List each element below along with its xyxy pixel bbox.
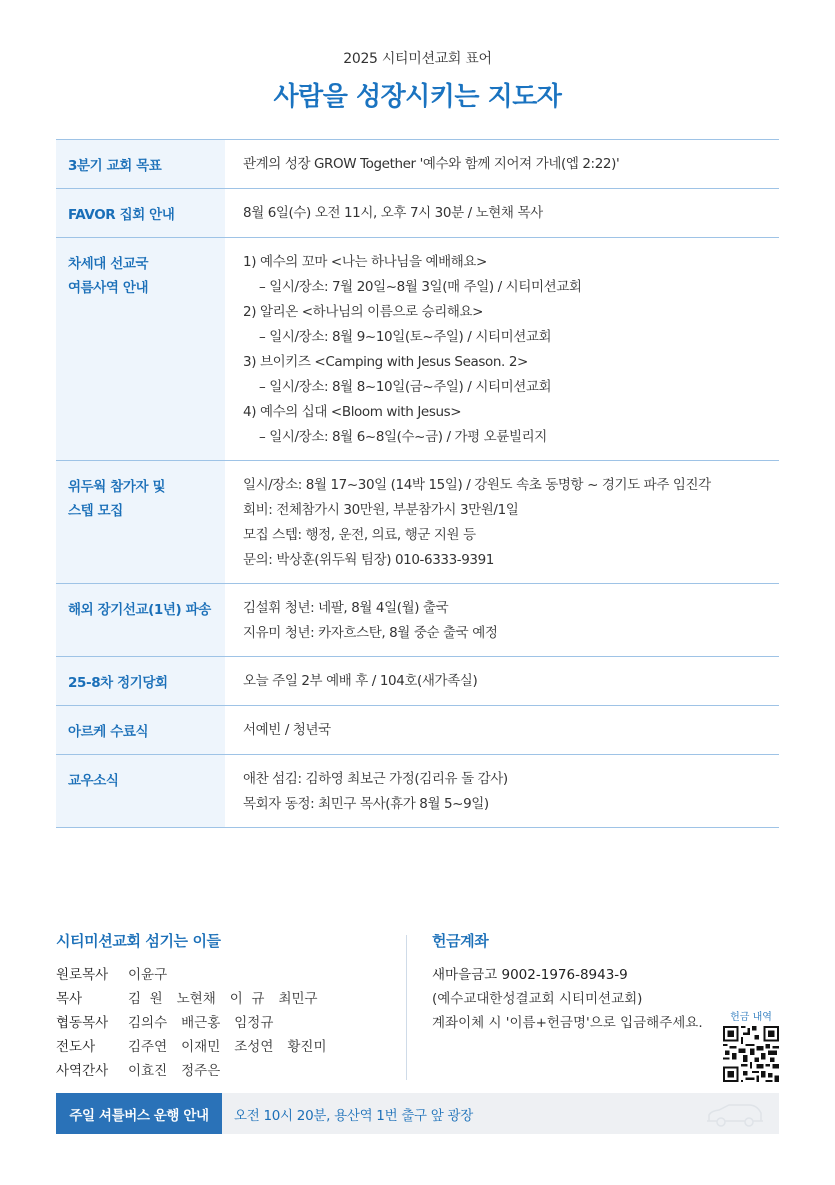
- page-header: [0, 48, 835, 113]
- staff-name: 배근홍: [181, 1015, 221, 1031]
- row-content: [225, 189, 779, 237]
- row-content: [225, 238, 779, 460]
- page-title: 사람을 성장시키는 지도자: [273, 82, 562, 112]
- content-line: – 일시/장소: 8월 8~10일(금~주일) / 시티미션교회: [259, 379, 552, 395]
- content-line: 회비: 전체참가시 30만원, 부분참가시 3만원/1일: [243, 502, 519, 518]
- shuttle-bus-banner: [56, 1093, 779, 1134]
- row-content: [225, 584, 779, 656]
- content-line: 오늘 주일 2부 예배 후 / 104호(새가족실): [243, 673, 478, 689]
- content-line: 8월 6일(수) 오전 11시, 오후 7시 30분 / 노현채 목사: [243, 205, 543, 221]
- staff-name: 임정규: [234, 1015, 274, 1031]
- divider: [406, 935, 407, 1080]
- content-line: 1) 예수의 꼬마 <나는 하나님을 예배해요>: [243, 254, 487, 270]
- row-label-line: 해외 장기선교(1년) 파송: [68, 602, 211, 618]
- page-subtitle: 2025 시티미션교회 표어: [343, 51, 492, 67]
- row-label-line: 교우소식: [68, 773, 119, 789]
- staff-names: [128, 1059, 220, 1083]
- row-label: [56, 238, 225, 460]
- staff-row: [56, 963, 396, 987]
- footer: [56, 930, 779, 1080]
- row-content: [225, 461, 779, 583]
- row-label: [56, 461, 225, 583]
- staff-name: 이효진: [128, 1063, 168, 1079]
- staff-names: [128, 963, 167, 987]
- row-label-line: 아르케 수료식: [68, 724, 149, 740]
- staff-title: 시티미션교회 섬기는 이들: [56, 932, 221, 950]
- offering-title: 헌금계좌: [432, 932, 489, 950]
- staff-name: 이윤구: [128, 967, 168, 983]
- table-row: [56, 584, 779, 657]
- row-label-line: 위두웍 참가자 및: [68, 479, 166, 495]
- staff-row: [56, 1035, 396, 1059]
- staff-role: 목사: [56, 991, 83, 1007]
- staff-name: 김의수: [128, 1015, 168, 1031]
- content-line: 애찬 섬김: 김하영 최보근 가정(김리유 돌 감사): [243, 771, 508, 787]
- row-content: [225, 755, 779, 827]
- qr-code-icon[interactable]: [723, 1026, 779, 1082]
- content-line: 서예빈 / 청년국: [243, 722, 331, 738]
- table-row: [56, 189, 779, 238]
- content-line: 3) 브이키즈 <Camping with Jesus Season. 2>: [243, 354, 528, 370]
- table-row: [56, 238, 779, 461]
- content-line: 목회자 동정: 최민구 목사(휴가 8월 5~9일): [243, 796, 489, 812]
- staff-role: 사역간사: [56, 1063, 109, 1079]
- content-line: – 일시/장소: 7월 20일~8월 3일(매 주일) / 시티미션교회: [259, 279, 582, 295]
- row-label: [56, 657, 225, 705]
- announcement-table: [56, 139, 779, 828]
- staff-row: [56, 987, 396, 1011]
- content-line: 2) 알리온 <하나님의 이름으로 승리해요>: [243, 304, 484, 320]
- row-label: [56, 189, 225, 237]
- staff-section: [56, 930, 396, 1083]
- offering-details: [432, 963, 779, 1035]
- content-line: 김설휘 청년: 네팔, 8월 4일(월) 출국: [243, 600, 449, 616]
- content-line: 문의: 박상훈(위두웍 팀장) 010-6333-9391: [243, 552, 494, 568]
- row-content: [225, 657, 779, 705]
- staff-name: 최민구: [278, 991, 318, 1007]
- row-label-line: 25-8차 정기당회: [68, 675, 168, 691]
- table-row: [56, 657, 779, 706]
- staff-name: 조성연: [234, 1039, 274, 1055]
- staff-name: 황진미: [287, 1039, 327, 1055]
- row-label-line: FAVOR 집회 안내: [68, 207, 175, 223]
- table-row: [56, 755, 779, 828]
- row-label: [56, 706, 225, 754]
- row-label-line: 3분기 교회 목표: [68, 158, 162, 174]
- staff-list: [56, 963, 396, 1083]
- account-number: 새마을금고 9002-1976-8943-9: [432, 967, 628, 983]
- content-line: 지유미 청년: 카자흐스탄, 8월 중순 출국 예정: [243, 625, 498, 641]
- staff-names: [128, 987, 318, 1011]
- staff-name: 김주연: [128, 1039, 168, 1055]
- content-line: 관계의 성장 GROW Together '예수와 함께 지어져 가네(엡 2:22)': [243, 156, 620, 172]
- staff-name: 이재민: [181, 1039, 221, 1055]
- staff-row: [56, 1059, 396, 1083]
- row-label: [56, 584, 225, 656]
- staff-role: 전도사: [56, 1039, 96, 1055]
- car-icon: [705, 1103, 765, 1127]
- staff-name: 정주은: [181, 1063, 221, 1079]
- staff-names: [128, 1035, 327, 1059]
- shuttle-bus-label: 주일 셔틀버스 운행 안내: [56, 1093, 222, 1134]
- offering-section: [432, 930, 779, 1035]
- staff-name: 이 규: [229, 991, 265, 1007]
- row-label: [56, 140, 225, 188]
- table-row: [56, 461, 779, 584]
- row-content: [225, 140, 779, 188]
- content-line: – 일시/장소: 8월 9~10일(토~주일) / 시티미션교회: [259, 329, 552, 345]
- row-label-line: 여름사역 안내: [68, 280, 149, 296]
- content-line: 모집 스텝: 행정, 운전, 의료, 행군 지원 등: [243, 527, 476, 543]
- staff-row: [56, 1011, 396, 1035]
- staff-name: 김 원: [128, 991, 163, 1007]
- row-content: [225, 706, 779, 754]
- table-row: [56, 706, 779, 755]
- staff-role: 협동목사: [56, 1015, 109, 1031]
- staff-names: [128, 1011, 273, 1035]
- staff-role: 원로목사: [56, 967, 109, 983]
- staff-name: 노현채: [176, 991, 216, 1007]
- row-label-line: 차세대 선교국: [68, 256, 149, 272]
- shuttle-bus-info: 오전 10시 20분, 용산역 1번 출구 앞 광장: [234, 1107, 474, 1124]
- row-label-line: 스텝 모집: [68, 503, 123, 519]
- row-label: [56, 755, 225, 827]
- content-line: – 일시/장소: 8월 6~8일(수~금) / 가평 오륜빌리지: [259, 429, 547, 445]
- transfer-note: 계좌이체 시 '이름+헌금명'으로 입금해주세요.: [432, 1015, 703, 1031]
- table-row: [56, 140, 779, 189]
- qr-label: 헌금 내역: [730, 1012, 772, 1023]
- content-line: 일시/장소: 8월 17~30일 (14박 15일) / 강원도 속초 동명항 ~ 경기도 파주 임진각: [243, 477, 711, 493]
- account-holder: (예수교대한성결교회 시티미션교회): [432, 991, 643, 1007]
- content-line: 4) 예수의 십대 <Bloom with Jesus>: [243, 404, 462, 420]
